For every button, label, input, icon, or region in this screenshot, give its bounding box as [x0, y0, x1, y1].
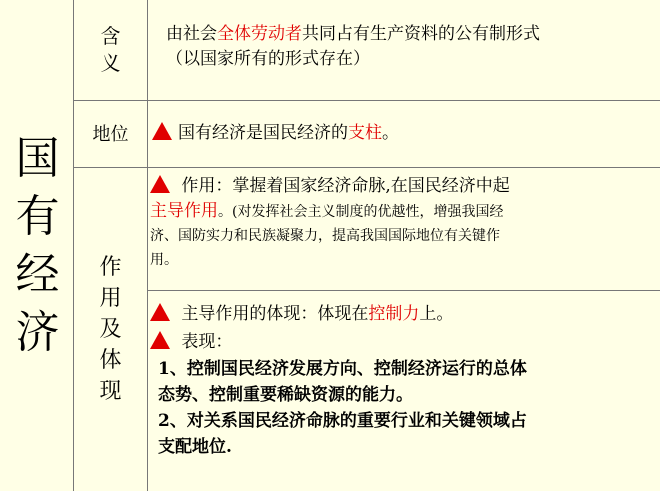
meaning-text [166, 22, 652, 72]
side-title [0, 0, 75, 491]
label-role: 作 用 及 体 现 [99, 255, 122, 404]
grid-line [73, 100, 660, 101]
item-2-line-1: 2、对关系国民经济命脉的重要行业和关键领域占 [158, 411, 527, 431]
label-char: 义 [100, 51, 121, 75]
side-title-char: 有 [15, 190, 60, 242]
embody-text: 主导作用的体现：体现在控制力上。 表现： [150, 300, 658, 356]
highlight-pillar: 支柱 [348, 123, 382, 143]
label-meaning [74, 0, 147, 100]
manifest-items [158, 356, 658, 460]
item-1-line-2: 态势、控制重要稀缺资源的能力。 [158, 385, 413, 405]
triangle-bullet-icon [150, 303, 170, 321]
side-title-char: 经 [15, 248, 60, 300]
grid-line [147, 0, 148, 491]
highlight-leading-role: 主导作用 [150, 201, 218, 221]
highlight-workers: 全体劳动者 [217, 24, 302, 44]
highlight-control: 控制力 [368, 304, 420, 324]
triangle-bullet-icon [150, 331, 170, 349]
meaning-line-2: （以国家所有的形式存在） [166, 49, 370, 69]
meaning-line-1: 由社会全体劳动者共同占有生产资料的公有制形式 [166, 24, 540, 44]
item-1-line-1: 1、控制国民经济发展方向、控制经济运行的总体 [158, 359, 527, 379]
triangle-bullet-icon [152, 122, 172, 140]
item-2-line-2: 支配地位. [158, 437, 232, 457]
label-status: 地位 [92, 123, 129, 145]
status-text: 国有经济是国民经济的支柱。 [152, 121, 652, 146]
role-text: 作用：掌握着国家经济命脉,在国民经济中起 主导作用。(对发挥社会主义制度的优越性，增强我国经 济、国防实力和民族凝聚力，提高我国国际地位有关键作 用。 [150, 176, 510, 268]
triangle-bullet-icon [150, 175, 170, 193]
label-char: 含 [100, 24, 121, 48]
grid-line [73, 167, 660, 168]
side-title-char: 济 [15, 306, 60, 358]
side-title-char: 国 [15, 132, 60, 184]
grid-line [147, 290, 660, 291]
